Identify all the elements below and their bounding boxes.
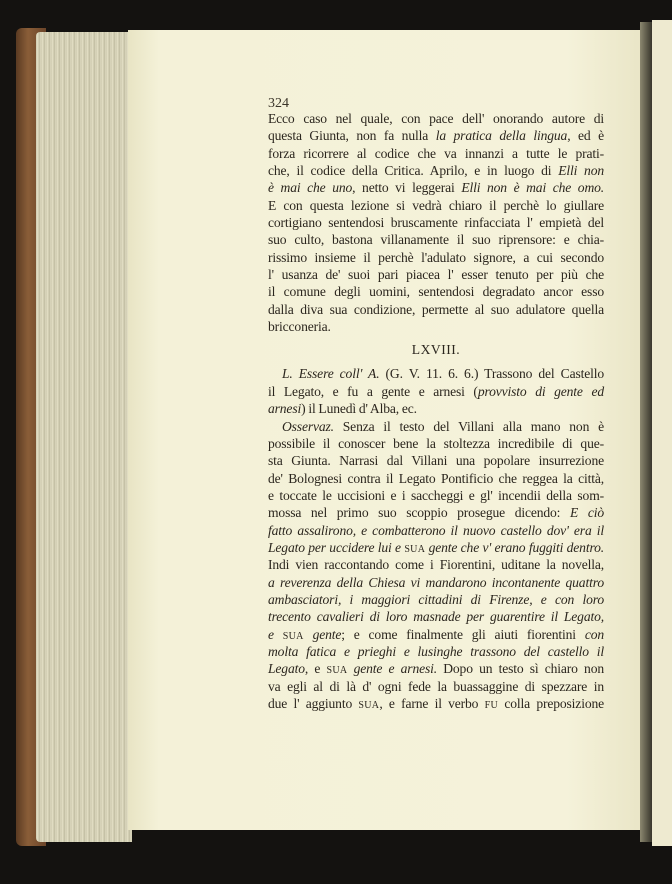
italic-text: è mai che uno: [268, 180, 353, 196]
small-caps-text: sua: [358, 696, 380, 711]
text-line: [268, 197, 604, 214]
text-segment: suo culto, bastona villanamente il suo riprensore: e chia-: [268, 232, 604, 248]
text-segment: questa Giunta, non fa nulla: [268, 128, 436, 144]
text-segment: il Legato, e fu a gente e arnesi (: [268, 383, 478, 399]
text-segment: rissimo insieme il perchè l'adulato signore, a cui secondo: [268, 249, 604, 265]
text-line: [268, 214, 604, 231]
small-caps-text: sua: [404, 539, 426, 555]
text-segment: , e farne il verbo: [379, 696, 485, 711]
italic-text: arnesi: [268, 401, 302, 417]
small-caps-text: fu: [484, 696, 499, 711]
text-line: [268, 470, 604, 487]
italic-text: Osservaz.: [282, 418, 334, 434]
text-line: [268, 301, 604, 318]
text-segment: possibile il conoscer bene la stoltezza incredibile di que-: [268, 435, 604, 451]
italic-text: Legato: [268, 661, 305, 677]
text-line: [268, 574, 604, 591]
text-line: [268, 418, 604, 435]
italic-text: la pratica della lingua: [435, 128, 568, 144]
italic-text: e: [268, 626, 283, 642]
italic-text: molta fatica e prieghi e lusinghe trassono del castello il: [268, 643, 604, 659]
italic-text: L. Essere coll' A.: [282, 366, 380, 382]
page-body-text: [268, 110, 604, 712]
paragraph-1: [268, 110, 604, 335]
text-segment: , ed è: [567, 128, 604, 144]
small-caps-text: sua: [282, 626, 304, 642]
text-segment: due l' aggiunto: [268, 696, 359, 711]
text-segment: E con questa lezione si vedrà chiaro il perchè lo giullare: [268, 197, 604, 213]
italic-text: Elli non è mai che omo.: [461, 180, 605, 196]
italic-text: con: [584, 626, 605, 642]
text-segment: de' Bolognesi contra il Legato Pontificio che reggea la città,: [268, 470, 604, 486]
text-line: [268, 249, 604, 266]
text-segment: Indi vien raccontando come i Fiorentini, uditane la novella,: [268, 557, 604, 573]
text-segment: dalla diva sua condizione, permette al suo adulatore quella: [268, 301, 604, 317]
text-line: [268, 695, 604, 712]
section-heading: LXVIII.: [411, 342, 461, 358]
text-line: [268, 400, 604, 417]
text-segment: , e: [304, 661, 327, 677]
text-line: [268, 162, 604, 179]
text-line: [268, 145, 604, 162]
text-line: [268, 435, 604, 452]
text-line: [268, 504, 604, 521]
text-line: [268, 383, 604, 400]
text-segment: e toccate le uccisioni e i saccheggi e gl' incendii della som-: [268, 487, 604, 503]
italic-text: gente e arnesi.: [347, 661, 437, 677]
text-line: [268, 556, 604, 573]
text-line: [268, 522, 604, 539]
text-line: [268, 283, 604, 300]
text-line: [268, 452, 604, 469]
text-segment: ) il Lunedì d' Alba, ec.: [301, 401, 417, 417]
text-line: [268, 660, 604, 677]
text-line: [268, 318, 604, 335]
italic-text: Legato per uccidere lui e: [268, 539, 405, 555]
text-segment: Dopo un testo sì chiaro non: [437, 661, 604, 677]
italic-text: gente: [303, 626, 342, 642]
text-line: [268, 231, 604, 248]
text-segment: cortigiano sentendosi bruscamente rinfacciata l' empietà del: [268, 215, 604, 231]
italic-text: gente che v' erano fuggiti dentro.: [425, 539, 604, 555]
text-segment: forza ricorrere al codice che va innanzi a tutte le prati-: [268, 145, 604, 161]
text-segment: mossa nel primo suo scoppio prosegue dicendo:: [268, 505, 570, 521]
text-segment: bricconeria.: [268, 319, 331, 335]
text-line: [268, 127, 604, 144]
paragraph-2: [268, 365, 604, 712]
italic-text: provvisto di gente ed: [477, 383, 604, 399]
page-edges: [36, 32, 132, 842]
text-segment: va egli al di là d' ogni fede la buassaggine di spezzare in: [268, 678, 604, 694]
text-segment: colla preposizione: [498, 696, 604, 711]
text-segment: l' usanza de' suoi pari piacea l' esser tenuto per più che: [268, 267, 604, 283]
facing-page: [652, 20, 672, 846]
text-line: [268, 643, 604, 660]
text-line: [268, 608, 604, 625]
text-segment: Senza il testo del Villani alla mano non è: [333, 418, 604, 434]
text-line: [268, 591, 604, 608]
text-segment: Ecco caso nel quale, con pace dell' onorando autore di: [268, 111, 604, 126]
small-caps-text: sua: [326, 661, 348, 677]
italic-text: Elli non: [558, 163, 604, 179]
text-segment: il comune degli uomini, sentendosi degradato ancor esso: [268, 284, 604, 300]
text-line: [268, 487, 604, 504]
text-line: [268, 179, 604, 196]
italic-text: E ciò: [570, 505, 604, 521]
italic-text: ambasciatori, i maggiori cittadini di Firenze, e con loro: [268, 591, 604, 607]
italic-text: fatto assalirono, e combatterono il nuovo castello dov' era il: [268, 522, 604, 538]
text-segment: , netto vi leggerai: [352, 180, 462, 196]
text-segment: che, il codice della Critica. Aprilo, e in luogo di: [268, 163, 559, 179]
text-line: [268, 110, 604, 127]
text-line: [268, 626, 604, 643]
text-line: [268, 365, 604, 382]
italic-text: a reverenza della Chiesa vi mandarono incontanente quattro: [268, 574, 604, 590]
text-segment: sta Giunta. Narrasi dal Villani una popolare insurrezione: [268, 453, 604, 469]
text-segment: ; e come finalmente gli aiuti fiorentini: [341, 626, 585, 642]
page-number: 324: [268, 96, 289, 111]
italic-text: trecento cavalieri di loro masnade per guarentire il Legato,: [268, 609, 604, 625]
text-line: [268, 678, 604, 695]
text-line: [268, 539, 604, 556]
text-segment: (G. V. 11. 6. 6.) Trassono del Castello: [379, 366, 604, 382]
text-line: [268, 266, 604, 283]
